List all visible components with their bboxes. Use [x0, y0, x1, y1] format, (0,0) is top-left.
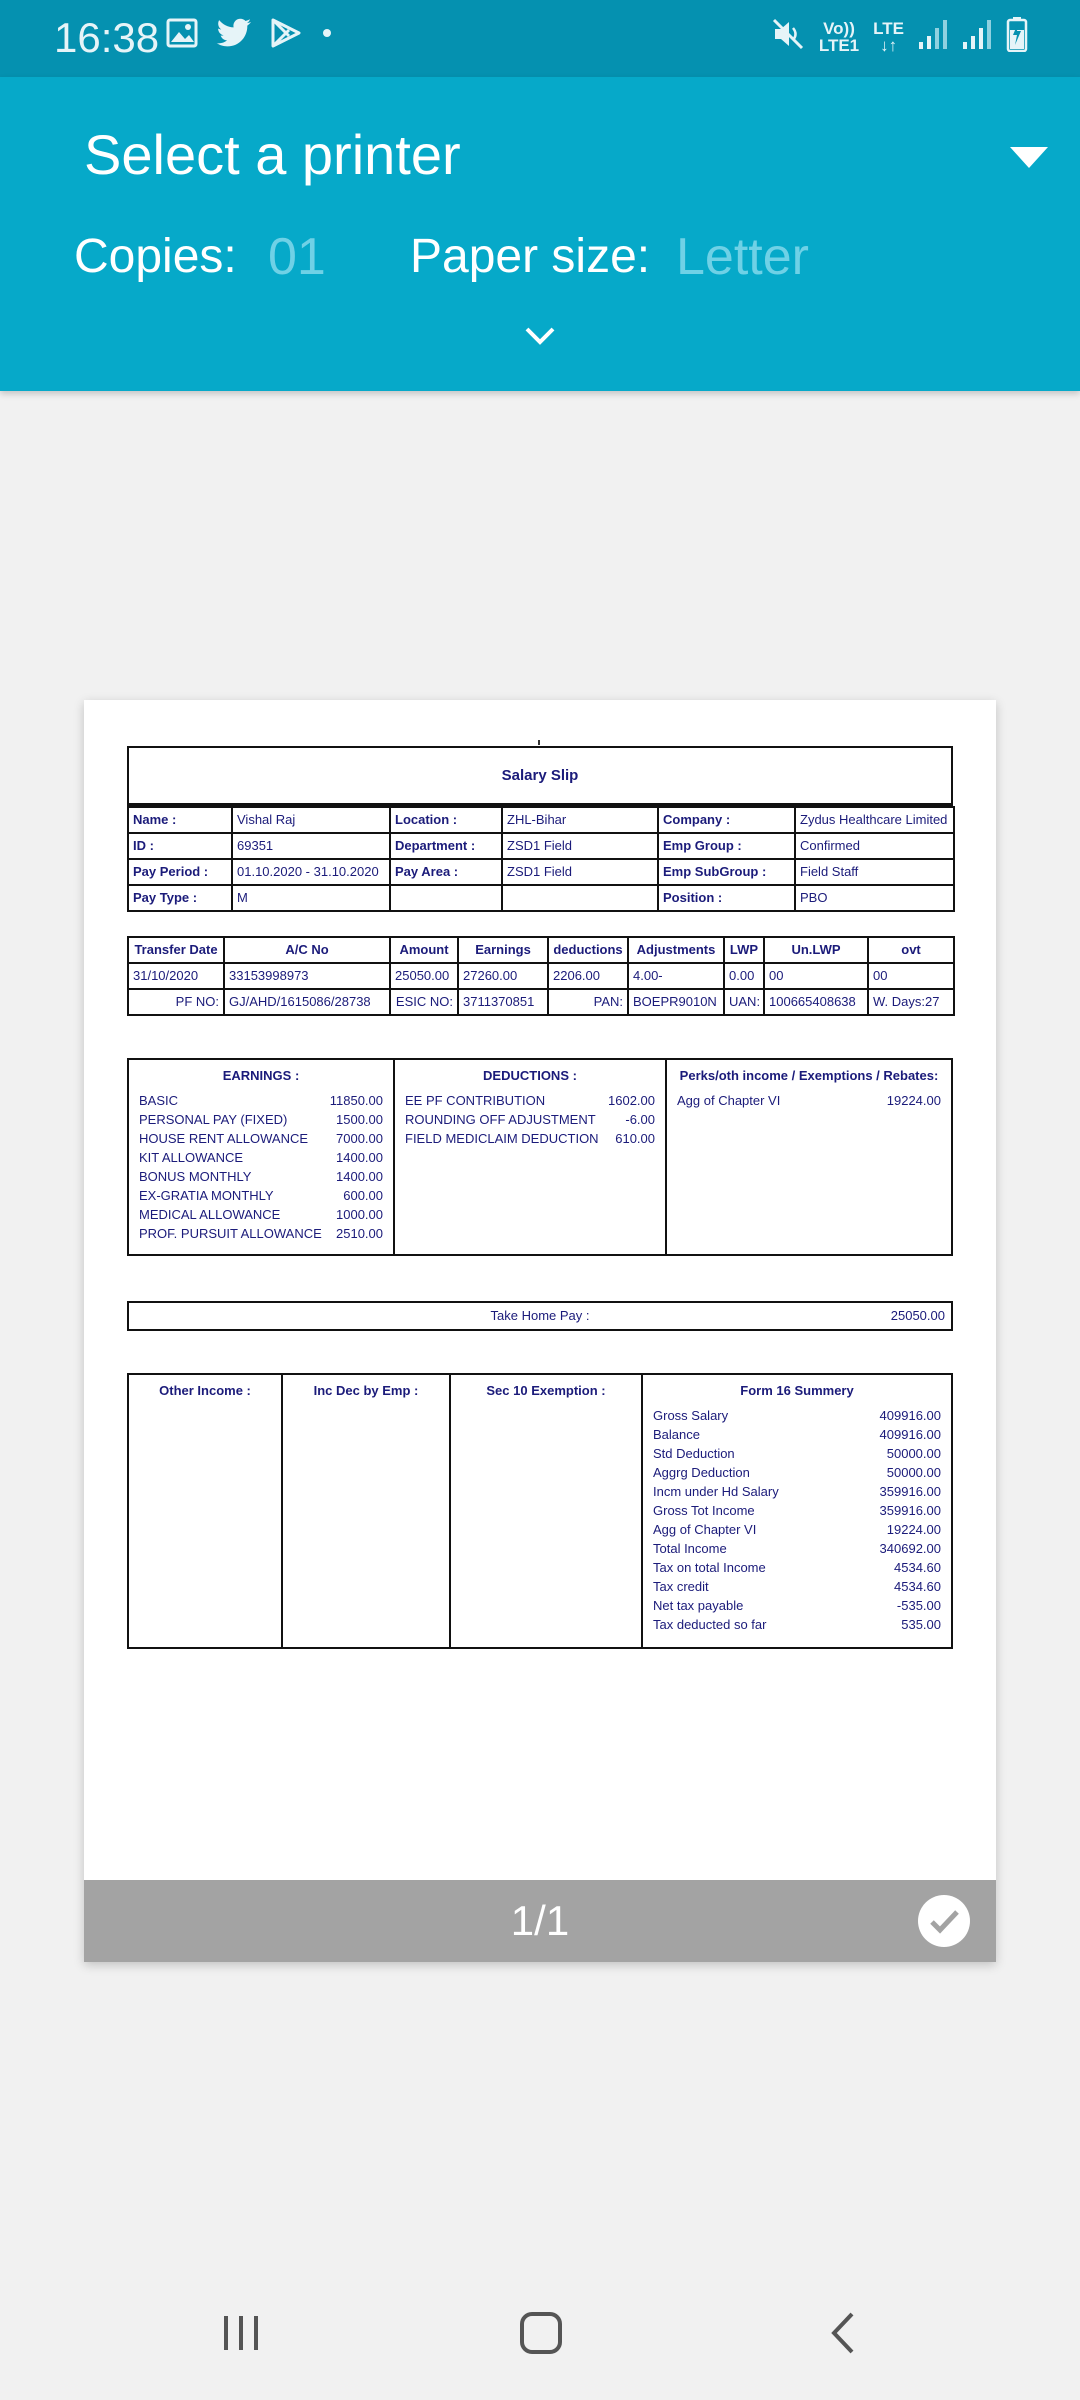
battery-charging-icon	[1006, 16, 1028, 57]
table-row: 31/10/2020 33153998973 25050.00 27260.00 2206.00 4.00- 0.00 00 00	[128, 963, 954, 989]
item-label: EE PF CONTRIBUTION	[405, 1093, 546, 1108]
item-label: PERSONAL PAY (FIXED)	[139, 1112, 288, 1127]
item-value: 1400.00	[336, 1150, 383, 1165]
item-label: Tax on total Income	[653, 1560, 766, 1575]
item-label: Gross Tot Income	[653, 1503, 755, 1518]
form16-list	[643, 1406, 951, 1634]
list-item	[129, 1148, 393, 1167]
item-label: Total Income	[653, 1541, 727, 1556]
deductions-list	[395, 1091, 665, 1148]
list-item	[643, 1577, 951, 1596]
recent-apps-icon[interactable]	[218, 2310, 264, 2361]
page-count: 1/1	[510, 1897, 570, 1944]
copies-input[interactable]: 01	[268, 228, 326, 286]
item-value: 535.00	[901, 1617, 941, 1632]
list-item	[129, 1186, 393, 1205]
sec10-section	[451, 1375, 643, 1647]
item-value: 359916.00	[879, 1503, 941, 1518]
item-value: 600.00	[343, 1188, 383, 1203]
table-row: Pay Type : M Position : PBO	[128, 885, 954, 911]
item-label: Aggrg Deduction	[653, 1465, 750, 1480]
list-item	[643, 1482, 951, 1501]
item-value: 340692.00	[879, 1541, 941, 1556]
list-item	[643, 1615, 951, 1634]
home-icon[interactable]	[518, 2310, 564, 2361]
item-value: 409916.00	[879, 1408, 941, 1423]
item-value: 1602.00	[608, 1093, 655, 1108]
image-icon	[166, 18, 198, 53]
list-item	[643, 1539, 951, 1558]
take-home-pay	[127, 1301, 953, 1331]
dot-icon	[320, 18, 334, 53]
list-item	[129, 1167, 393, 1186]
list-item	[129, 1224, 393, 1243]
transfer-table	[127, 936, 955, 1016]
item-value: -6.00	[625, 1112, 655, 1127]
item-label: Agg of Chapter VI	[653, 1522, 757, 1537]
paper-size-select[interactable]: Letter	[676, 228, 809, 286]
table-row: Name : Vishal Raj Location : ZHL-Bihar Company : Zydus Healthcare Limited	[128, 807, 954, 833]
status-time: 16:38	[54, 14, 160, 61]
list-item	[643, 1406, 951, 1425]
twitter-icon	[216, 18, 252, 53]
salary-slip	[127, 746, 953, 1649]
item-value: 359916.00	[879, 1484, 941, 1499]
item-label: Std Deduction	[653, 1446, 735, 1461]
item-label: BONUS MONTHLY	[139, 1169, 252, 1184]
item-label: Tax deducted so far	[653, 1617, 767, 1632]
item-value: 409916.00	[879, 1427, 941, 1442]
item-value: 19224.00	[886, 1093, 941, 1108]
item-value: 50000.00	[886, 1465, 941, 1480]
item-label: MEDICAL ALLOWANCE	[139, 1207, 281, 1222]
signal-icon	[918, 18, 948, 55]
list-item	[129, 1110, 393, 1129]
item-label: EX-GRATIA MONTHLY	[139, 1188, 274, 1203]
volte-indicator: Vo)) LTE1	[818, 18, 860, 55]
list-item	[643, 1463, 951, 1482]
slip-title: Salary Slip	[127, 746, 953, 806]
deductions-title: DEDUCTIONS :	[483, 1068, 577, 1083]
item-value: -535.00	[896, 1598, 941, 1613]
perks-title: Perks/oth income / Exemptions / Rebates:	[679, 1068, 939, 1083]
item-label: BASIC	[139, 1093, 179, 1108]
item-label: Gross Salary	[653, 1408, 729, 1423]
earnings-title: EARNINGS :	[222, 1068, 300, 1083]
notification-icons	[166, 18, 334, 53]
lte-indicator: LTE ↓↑	[873, 18, 904, 55]
item-value: 1000.00	[336, 1207, 383, 1222]
item-value: 19224.00	[886, 1522, 941, 1537]
mute-icon	[771, 17, 805, 56]
table-row: PF NO: GJ/AHD/1615086/28738 ESIC NO: 3711370851 PAN: BOEPR9010N UAN: 100665408638 W. Days:27	[128, 989, 954, 1015]
back-icon[interactable]	[822, 2310, 868, 2361]
item-value: 4534.60	[894, 1560, 941, 1575]
other-income-title: Other Income :	[159, 1383, 251, 1398]
list-item	[643, 1558, 951, 1577]
item-label: PROF. PURSUIT ALLOWANCE	[139, 1226, 322, 1241]
sec10-title: Sec 10 Exemption :	[486, 1383, 606, 1398]
deductions-section	[395, 1060, 667, 1254]
system-icons	[771, 16, 1028, 57]
form16-section	[643, 1375, 951, 1647]
item-value: 1500.00	[336, 1112, 383, 1127]
item-label: Agg of Chapter VI	[677, 1093, 781, 1108]
item-value: 2510.00	[336, 1226, 383, 1241]
form16-title: Form 16 Summery	[740, 1383, 854, 1398]
item-value: 11850.00	[329, 1093, 383, 1108]
print-options-header	[0, 77, 1080, 391]
navigation-bar	[0, 2290, 1080, 2400]
paper-size-label: Paper size:	[410, 230, 651, 283]
chevron-down-icon[interactable]	[522, 324, 558, 353]
table-row: ID : 69351 Department : ZSD1 Field Emp Group : Confirmed	[128, 833, 954, 859]
take-home-value: 25050.00	[890, 1308, 945, 1323]
inc-dec-section	[283, 1375, 451, 1647]
item-value: 50000.00	[886, 1446, 941, 1461]
list-item	[643, 1444, 951, 1463]
item-value: 7000.00	[336, 1131, 383, 1146]
item-label: Incm under Hd Salary	[653, 1484, 779, 1499]
list-item	[395, 1091, 665, 1110]
employee-info-table	[127, 806, 955, 912]
inc-dec-title: Inc Dec by Emp :	[313, 1383, 419, 1398]
list-item	[643, 1520, 951, 1539]
item-label: KIT ALLOWANCE	[139, 1150, 244, 1165]
signal-icon	[962, 18, 992, 55]
copies-label: Copies:	[74, 230, 237, 283]
list-item	[643, 1501, 951, 1520]
page-preview[interactable]	[84, 700, 996, 1962]
item-value: 4534.60	[894, 1579, 941, 1594]
list-item	[129, 1129, 393, 1148]
perks-section	[667, 1060, 951, 1254]
dropdown-arrow-icon[interactable]	[1010, 147, 1048, 168]
item-value: 1400.00	[336, 1169, 383, 1184]
play-store-icon	[270, 18, 302, 53]
item-label: Net tax payable	[653, 1598, 744, 1613]
printer-selector[interactable]: Select a printer	[84, 123, 461, 186]
status-bar	[0, 0, 1080, 77]
earnings-section	[129, 1060, 395, 1254]
item-label: ROUNDING OFF ADJUSTMENT	[405, 1112, 596, 1127]
item-label: Balance	[653, 1427, 700, 1442]
page-footer	[84, 1880, 996, 1962]
item-label: HOUSE RENT ALLOWANCE	[139, 1131, 309, 1146]
list-item	[129, 1205, 393, 1224]
table-row: Pay Period : 01.10.2020 - 31.10.2020 Pay Area : ZSD1 Field Emp SubGroup : Field Staff	[128, 859, 954, 885]
list-item	[395, 1110, 665, 1129]
list-item	[643, 1425, 951, 1444]
form16-panel	[127, 1373, 953, 1649]
list-item	[667, 1091, 951, 1110]
list-item	[129, 1091, 393, 1110]
take-home-label: Take Home Pay :	[490, 1308, 590, 1323]
item-label: Tax credit	[653, 1579, 709, 1594]
other-income-section	[129, 1375, 283, 1647]
item-label: FIELD MEDICLAIM DEDUCTION	[405, 1131, 599, 1146]
earnings-deductions-panel	[127, 1058, 953, 1256]
earnings-list	[129, 1091, 393, 1243]
list-item	[395, 1129, 665, 1148]
page-select-check-icon[interactable]	[918, 1895, 970, 1947]
perks-list	[667, 1091, 951, 1110]
item-value: 610.00	[615, 1131, 655, 1146]
table-row: Transfer Date A/C No Amount Earnings deductions Adjustments LWP Un.LWP ovt	[128, 937, 954, 963]
list-item	[643, 1596, 951, 1615]
